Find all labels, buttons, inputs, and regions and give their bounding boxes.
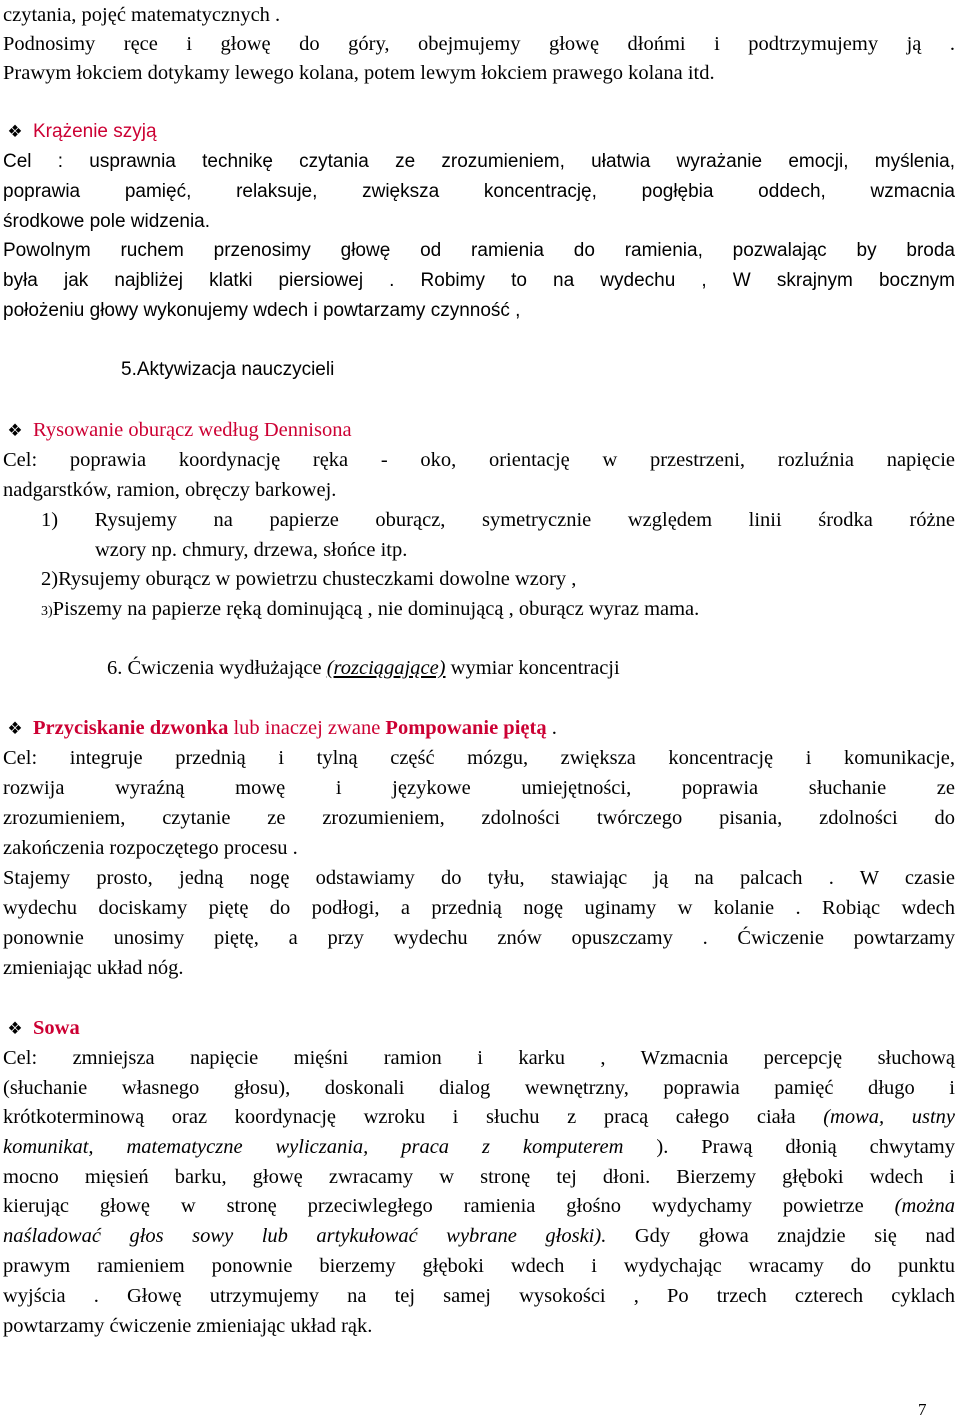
text-span-italic: komunikat, matematyczne wyliczania, praca z komputerem [3,1136,657,1158]
text-line: poprawia pamięć, relaksuje, zwiększa koncentrację, pogłębia oddech, wzmacnia [3,181,955,202]
text-line [3,1221,955,1251]
section-heading-rysowanie [3,415,352,446]
text-line: zakończenia rozpoczętego procesu . [3,837,298,859]
text-line: była jak najbliżej klatki piersiowej . Robimy to na wydechu , W skrajnym bocznym [3,270,955,291]
text-line: wydechu dociskamy piętę do podłogi, a przednią nogę uginamy w kolanie . Robiąc wdech [3,897,955,919]
section-heading-pompowanie [3,713,557,744]
text-line: wyjścia . Głowę utrzymujemy na tej samej wysokości , Po trzech czterech cyklach [3,1285,955,1307]
text-line: Cel : usprawnia technikę czytania ze zrozumieniem, ułatwia wyrażanie emocji, myślenia, [3,151,955,172]
text-line: Podnosimy ręce i głowę do góry, obejmujemy głowę dłońmi i podtrzymujemy ją . [3,33,955,55]
text-line: środkowe pole widzenia. [3,211,211,232]
section-title: Sowa [33,1017,80,1039]
text-line: prawym ramieniem ponownie bierzemy głęboki wdech i wydychając wracamy do punktu [3,1255,955,1277]
text-span: ). Prawą dłonią chwytamy [656,1136,955,1158]
heading-6-c: wymiar koncentracji [445,657,620,679]
text-line: Cel: zmniejsza napięcie mięśni ramion i karku , Wzmacnia percepcję słuchową [3,1047,955,1069]
text-line: rozwija wyraźną mowę i językowe umiejętności, poprawia słuchanie ze [3,777,955,799]
list-item-continuation: wzory np. chmury, drzewa, słońce itp. [95,539,408,561]
text-line: powtarzamy ćwiczenie zmieniając układ rąk. [3,1315,373,1337]
list-item: 1) Rysujemy na papierze oburącz, symetrycznie względem linii środka różne [41,509,955,531]
text-line: ponownie unosimy piętę, a przy wydechu znów opuszczamy . Ćwiczenie powtarzamy [3,927,955,949]
text-line: zmieniając układ nóg. [3,957,184,979]
text-span: krótkoterminową oraz koordynację wzroku i słuchu z pracą całego ciała [3,1106,824,1128]
text-line: Stajemy prosto, jedną nogę odstawiamy do tyłu, stawiając ją na palcach . W czasie [3,867,955,889]
diamond-bullet-icon: ❖ [7,1019,23,1038]
text-span-italic: naśladować głos sowy lub artykułować wybrane głoski). [3,1225,607,1247]
text-line: Powolnym ruchem przenosimy głowę od ramienia do ramienia, pozwalając by broda [3,240,955,261]
text-line: nadgarstków, ramion, obręczy barkowej. [3,479,337,501]
text-line: położeniu głowy wykonujemy wdech i powtarzamy czynność , [3,300,521,321]
section-title-a: Przyciskanie dzwonka [33,717,229,739]
diamond-bullet-icon: ❖ [7,122,23,141]
text-line: Cel: poprawia koordynację ręka - oko, orientację w przestrzeni, rozluźnia napięcie [3,449,955,471]
list-text: Piszemy na papierze ręką dominującą , nie dominującą , oburącz wyraz mama. [52,598,700,620]
diamond-bullet-icon: ❖ [7,719,23,738]
text-line [3,1132,955,1162]
text-span-italic: (można [894,1195,955,1217]
heading-5: 5.Aktywizacja nauczycieli [121,359,335,380]
text-line [3,1102,955,1132]
heading-6 [107,653,620,683]
section-title-b: według Dennisona [193,419,352,441]
section-heading-sowa [3,1013,80,1044]
text-line: zrozumieniem, czytanie ze zrozumieniem, zdolności twórczego pisania, zdolności do [3,807,955,829]
heading-6-b: (rozciągające) [326,657,446,679]
text-span: Gdy głowa znajdzie się nad [606,1225,956,1247]
diamond-bullet-icon: ❖ [7,421,23,440]
section-title-a: Rysowanie oburącz [33,419,194,441]
list-number: 3) [41,604,53,619]
section-title-d: . [546,717,557,739]
text-line: czytania, pojęć matematycznych . [3,4,281,26]
list-item: 2)Rysujemy oburącz w powietrzu chusteczkami dowolne wzory , [41,568,577,590]
heading-6-a: 6. Ćwiczenia wydłużające [107,657,327,679]
text-line: (słuchanie własnego głosu), doskonali dialog wewnętrzny, poprawia pamięć długo i [3,1077,955,1099]
text-line: mocno mięsień barku, głowę zwracamy w stronę tej dłoni. Bierzemy głęboki wdech i [3,1166,955,1188]
section-title: Krążenie szyją [33,121,157,142]
text-span: kierując głowę w stronę przeciwległego ramienia głośno wydychamy powietrze [3,1195,895,1217]
section-title-b: lub inaczej zwane [228,717,386,739]
text-span-italic: (mowa, ustny [823,1106,955,1128]
text-line: Cel: integruje przednią i tylną część mózgu, zwiększa koncentrację i komunikacje, [3,747,955,769]
list-item [41,594,699,627]
text-line: Prawym łokciem dotykamy lewego kolana, potem lewym łokciem prawego kolana itd. [3,62,715,84]
section-title-c: Pompowanie piętą [385,717,547,739]
page-number: 7 [918,1400,927,1419]
section-heading-krazenie [3,117,157,147]
text-line [3,1191,955,1221]
